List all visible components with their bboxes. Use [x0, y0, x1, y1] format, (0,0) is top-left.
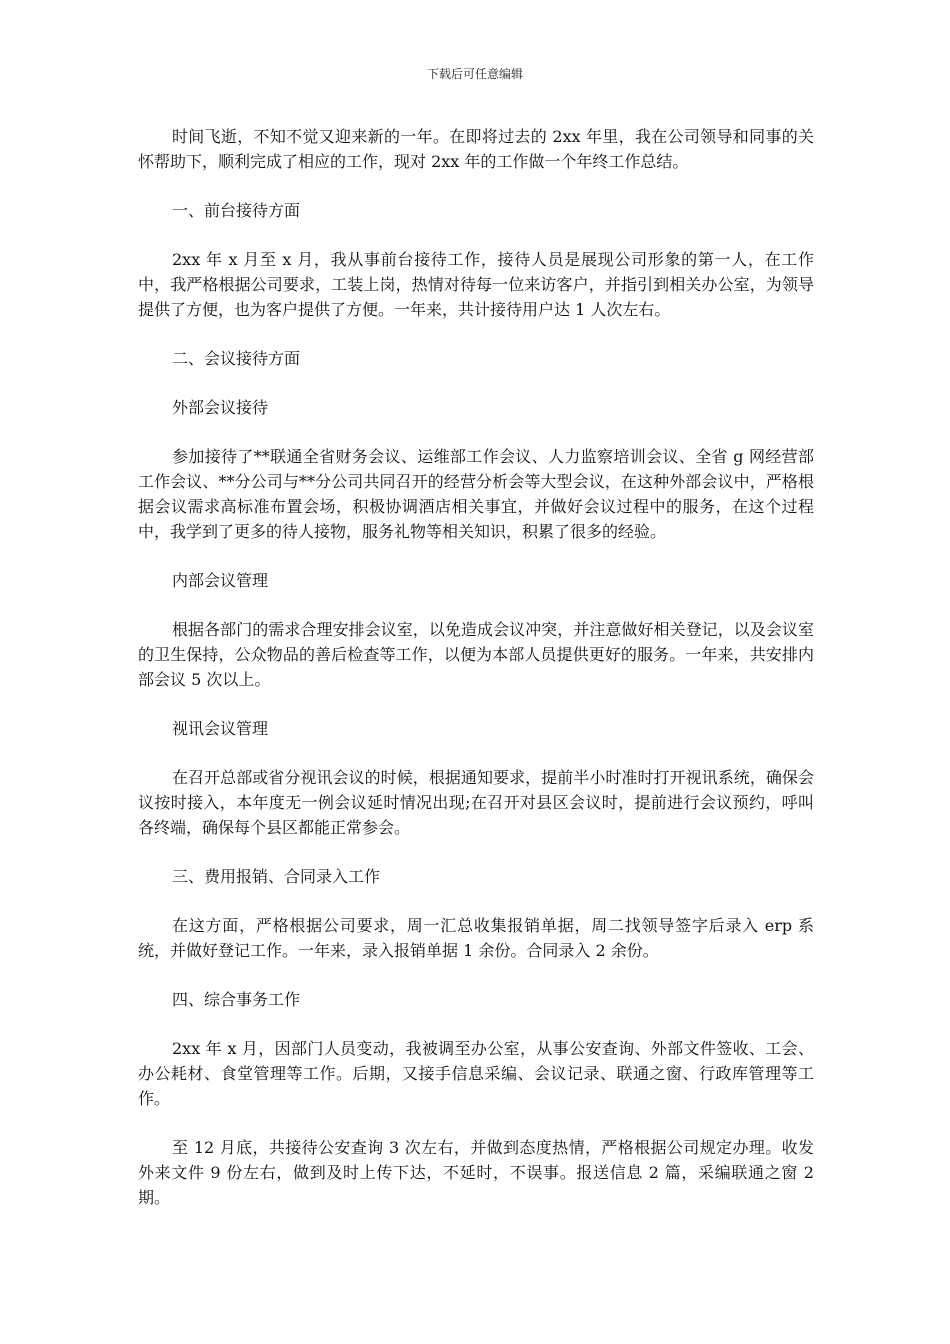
reception-paragraph: 2xx 年 x 月至 x 月，我从事前台接待工作，接待人员是展现公司形象的第一人，在工作中，我严格根据公司要求，工装上岗，热情对待每一位来访客户，并指引到相关办公室，为领导提供了方便，也为客户提供了方便。一年来，共计接待用户达 1 人次左右。: [138, 250, 814, 319]
section-heading-expenses: 三、费用报销、合同录入工作: [172, 867, 381, 886]
section-heading-reception: 一、前台接待方面: [172, 201, 301, 220]
document-body: [138, 124, 814, 1234]
section-heading-meetings: 二、会议接待方面: [172, 349, 301, 368]
year-end-summary-paragraph: 至 12 月底，共接待公安查询 3 次左右，并做到态度热情，严格根据公司规定办理。收发外来文件 9 份左右，做到及时上传下达，不延时，不误事。报送信息 2 篇，采编联通之窗 2 期。: [138, 1138, 814, 1207]
expenses-paragraph: 在这方面，严格根据公司要求，周一汇总收集报销单据，周二找领导签字后录入 erp 系统，并做好登记工作。一年来，录入报销单据 1 余份。合同录入 2 余份。: [138, 916, 814, 960]
external-meetings-paragraph: 参加接待了**联通全省财务会议、运维部工作会议、人力监察培训会议、全省 g 网经营部工作会议、**分公司与**分公司共同召开的经营分析会等大型会议，在这种外部会议中，严格根据会议需求高标准布置会场，积极协调酒店相关事宜，并做好会议过程中的服务，在这个过程中，我学到了更多的待人接物，服务礼物等相关知识，积累了很多的经验。: [138, 447, 814, 541]
subheading-internal-meetings: 内部会议管理: [172, 571, 269, 590]
general-affairs-paragraph: 2xx 年 x 月，因部门人员变动，我被调至办公室，从事公安查询、外部文件签收、工会、办公耗材、食堂管理等工作。后期，又接手信息采编、会议记录、联通之窗、行政库管理等工作。: [138, 1039, 814, 1108]
subheading-external-meetings: 外部会议接待: [172, 398, 269, 417]
internal-meetings-paragraph: 根据各部门的需求合理安排会议室，以免造成会议冲突，并注意做好相关登记，以及会议室的卫生保持，公众物品的善后检查等工作，以便为本部人员提供更好的服务。一年来，共安排内部会议 5 次以上。: [138, 620, 814, 689]
section-heading-general-affairs: 四、综合事务工作: [172, 990, 301, 1009]
video-meetings-paragraph: 在召开总部或省分视讯会议的时候，根据通知要求，提前半小时准时打开视讯系统，确保会议按时接入，本年度无一例会议延时情况出现;在召开对县区会议时，提前进行会议预约，呼叫各终端，确保每个县区都能正常参会。: [138, 768, 814, 837]
subheading-video-meetings: 视讯会议管理: [172, 719, 269, 738]
header-note: 下载后可任意编辑: [426, 67, 523, 81]
intro-paragraph: 时间飞逝，不知不觉又迎来新的一年。在即将过去的 2xx 年里，我在公司领导和同事的关怀帮助下，顺利完成了相应的工作，现对 2xx 年的工作做一个年终工作总结。: [138, 127, 814, 171]
